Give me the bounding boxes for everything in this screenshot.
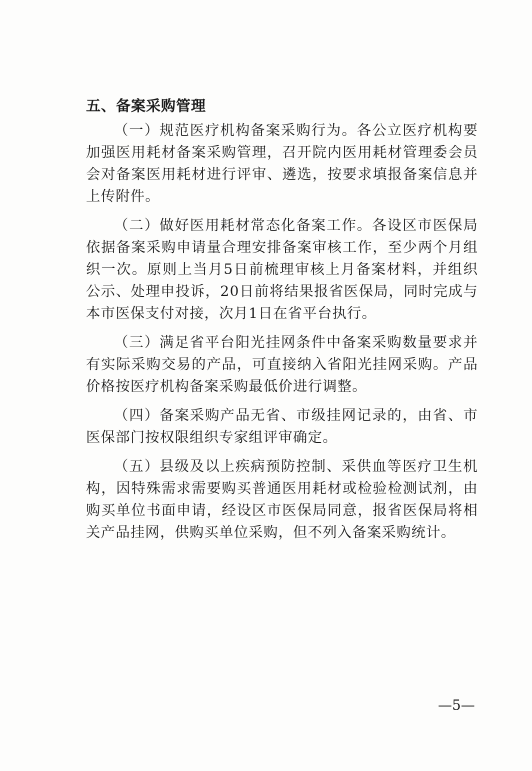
section-content [86,97,478,551]
paragraph-4: （四）备案采购产品无省、市级挂网记录的，由省、市医保部门按权限组织专家组评审确定。 [86,408,478,446]
section-heading: 五、备案采购管理 [86,99,206,115]
paragraph-3: （三）满足省平台阳光挂网条件中备案采购数量要求并有实际采购交易的产品，可直接纳入省阳光挂网采购。产品价格按医疗机构备案采购最低价进行调整。 [86,335,478,395]
paragraph-5: （五）县级及以上疾病预防控制、采供血等医疗卫生机构，因特殊需求需要购买普通医用耗材或检验检测试剂，由购买单位书面申请，经设区市医保局同意，报省医保局将相关产品挂网，供购买单位采购，但不列入备案采购统计。 [86,459,478,541]
paragraph-1: （一）规范医疗机构备案采购行为。各公立医疗机构要加强医用耗材备案采购管理，召开院内医用耗材管理委会员会对备案医用耗材进行评审、遴选，按要求填报备案信息并上传附件。 [86,123,478,205]
page-number: —5— [438,698,475,714]
paragraph-2: （二）做好医用耗材常态化备案工作。各设区市医保局依据备案采购申请量合理安排备案审核工作，至少两个月组织一次。原则上当月5日前梳理审核上月备案材料，并组织公示、处理申投诉，20日前将结果报省医保局，同时完成与本市医保支付对接，次月1日在省平台执行。 [86,218,478,322]
